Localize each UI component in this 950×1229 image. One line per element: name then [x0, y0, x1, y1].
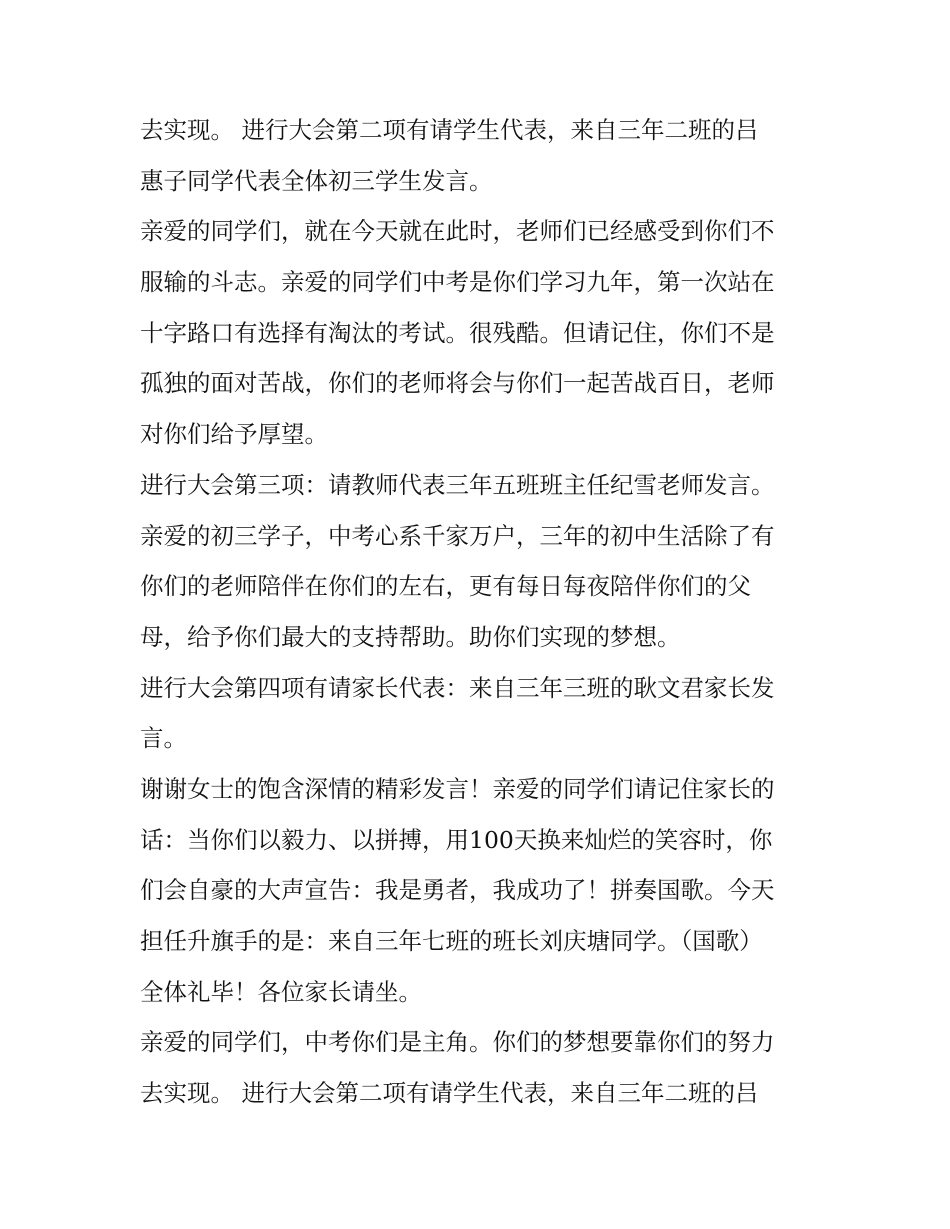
text-line: 孤独的面对苦战，你们的老师将会与你们一起苦战百日，老师 [140, 369, 775, 398]
text-line: 母，给予你们最大的支持帮助。助你们实现的梦想。 [140, 622, 681, 651]
text-line: 话：当你们以毅力、以拼搏，用100天换来灿烂的笑容时，你 [140, 825, 773, 854]
text-line: 进行大会第三项：请教师代表三年五班班主任纪雪老师发言。 [140, 470, 775, 499]
text-line: 谢谢女士的饱含深情的精彩发言！亲爱的同学们请记住家长的 [140, 774, 775, 803]
text-line: 亲爱的同学们，中考你们是主角。你们的梦想要靠你们的努力 [140, 1028, 775, 1057]
text-line: 你们的老师陪伴在你们的左右，更有每日每夜陪伴你们的父 [140, 572, 751, 601]
text-line: 亲爱的初三学子，中考心系千家万户，三年的初中生活除了有 [140, 521, 775, 550]
text-line: 担任升旗手的是：来自三年七班的班长刘庆塘同学。（国歌） [140, 927, 763, 955]
text-line: 亲爱的同学们，就在今天就在此时，老师们已经感受到你们不 [140, 217, 775, 246]
text-line: 全体礼毕！各位家长请坐。 [140, 977, 422, 1006]
document-body [140, 105, 812, 1119]
text-line: 进行大会第四项有请家长代表：来自三年三班的耿文君家长发 [140, 673, 775, 702]
text-line: 服输的斗志。亲爱的同学们中考是你们学习九年，第一次站在 [140, 268, 775, 297]
text-line: 对你们给予厚望。 [140, 420, 328, 449]
text-line: 言。 [140, 724, 187, 753]
text-line: 去实现。 进行大会第二项有请学生代表，来自三年二班的吕 [140, 1079, 759, 1108]
text-line: 惠子同学代表全体初三学生发言。 [140, 166, 493, 195]
text-line: 去实现。 进行大会第二项有请学生代表，来自三年二班的吕 [140, 116, 759, 144]
text-line: 们会自豪的大声宣告：我是勇者，我成功了！拼奏国歌。今天 [140, 876, 775, 905]
text-line: 十字路口有选择有淘汰的考试。很残酷。但请记住，你们不是 [140, 318, 775, 347]
